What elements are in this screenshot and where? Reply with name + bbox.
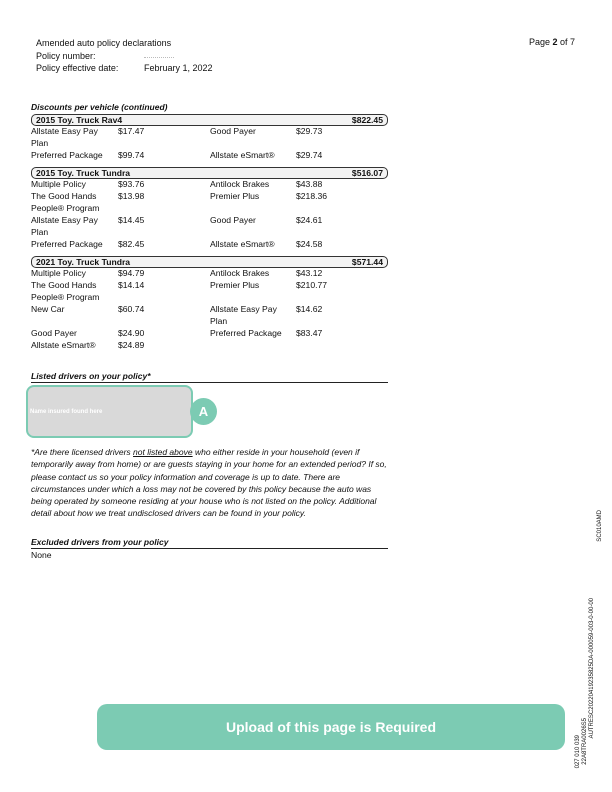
discount-amount: $43.12	[296, 268, 323, 278]
discount-amount: $13.98	[118, 191, 145, 201]
vehicle-total: $516.07	[351, 168, 383, 178]
vehicle-header	[31, 256, 388, 268]
policy-number-label: Policy number:	[36, 50, 96, 61]
doc-title: Amended auto policy declarations	[36, 38, 172, 48]
page-suffix: of 7	[557, 37, 576, 47]
vehicle-header	[31, 167, 388, 179]
note-underlined: not listed above	[133, 447, 193, 457]
discounts-title: Discounts per vehicle (continued)	[31, 102, 168, 112]
effective-date-value: February 1, 2022	[144, 63, 213, 73]
page-prefix: Page	[529, 37, 553, 47]
page-number	[529, 37, 575, 47]
discount-label: Good Payer	[31, 328, 77, 338]
discount-amount: $17.47	[118, 126, 145, 136]
vehicle-name: 2021 Toy. Truck Tundra	[36, 257, 131, 267]
discount-amount: $24.58	[296, 239, 323, 249]
discount-amount: $29.73	[296, 126, 323, 136]
vehicle-total: $571.44	[351, 257, 383, 267]
discount-amount: $14.14	[118, 280, 145, 290]
driver-badge: A	[190, 398, 217, 425]
discount-label: The Good Hands People® Program	[31, 280, 100, 302]
discount-amount: $24.90	[118, 328, 145, 338]
print-code-b: 22A8TRA0026S5	[582, 718, 588, 765]
discount-label: Preferred Package	[31, 239, 103, 249]
vehicle-header	[31, 114, 388, 126]
discount-amount: $29.74	[296, 150, 323, 160]
discount-label: Allstate Easy Pay Plan	[210, 304, 277, 326]
discount-label: Preferred Package	[210, 328, 282, 338]
discount-amount: $83.47	[296, 328, 323, 338]
policy-number-redacted	[144, 50, 174, 58]
vehicle-name: 2015 Toy. Truck Rav4	[36, 115, 123, 125]
discount-label: Good Payer	[210, 215, 256, 225]
discount-label: Allstate eSmart®	[31, 340, 96, 350]
discount-amount: $210.77	[296, 280, 328, 290]
discount-amount: $94.79	[118, 268, 145, 278]
driver-name-placeholder[interactable]	[26, 385, 193, 438]
discount-label: Multiple Policy	[31, 179, 86, 189]
discount-amount: $218.36	[296, 191, 328, 201]
discount-label: Allstate Easy Pay Plan	[31, 126, 98, 148]
discount-amount: $60.74	[118, 304, 145, 314]
discount-label: Good Payer	[210, 126, 256, 136]
discount-amount: $82.45	[118, 239, 145, 249]
discount-label: The Good Hands People® Program	[31, 191, 100, 213]
discount-label: Preferred Package	[31, 150, 103, 160]
driver-placeholder-text: Name insured found here	[30, 409, 103, 415]
discount-label: Premier Plus	[210, 280, 260, 290]
page-current: 2	[552, 37, 558, 47]
drivers-rule	[31, 382, 388, 383]
discount-amount: $14.45	[118, 215, 145, 225]
form-code: SC010AMD	[597, 510, 603, 542]
vehicle-name: 2015 Toy. Truck Tundra	[36, 168, 131, 178]
discount-label: Multiple Policy	[31, 268, 86, 278]
discount-amount: $43.88	[296, 179, 323, 189]
note-part1: *Are there licensed drivers	[31, 447, 134, 457]
header-block	[36, 37, 213, 75]
discount-label: Antilock Brakes	[210, 179, 270, 189]
discount-label: Allstate Easy Pay Plan	[31, 215, 98, 237]
discount-amount: $99.74	[118, 150, 145, 160]
undisclosed-drivers-note	[31, 446, 388, 520]
excluded-value: None	[31, 550, 52, 560]
discount-label: Allstate eSmart®	[210, 239, 275, 249]
discount-label: New Car	[31, 304, 65, 314]
discount-label: Premier Plus	[210, 191, 260, 201]
discount-amount: $93.76	[118, 179, 145, 189]
print-code-c: AUTRESC20220419235825DA-000059-003-0-00-00	[589, 598, 595, 739]
discount-amount: $24.89	[118, 340, 145, 350]
note-part2: who either reside in your household (even if temporarily away from home) or are guests staying in your home for an extended period? If so, please contact us so your policy information and coverage is up to date. There are circumstances under which a loss may not be covered by this policy because the auto was being operated by someone residing at your house who is not listed on the policy. Additional detail about how we treat undisclosed drivers can be found in your policy.	[31, 447, 387, 519]
vehicle-total: $822.45	[351, 115, 383, 125]
effective-date-label: Policy effective date:	[36, 63, 119, 73]
drivers-title: Listed drivers on your policy*	[31, 371, 151, 381]
discount-label: Antilock Brakes	[210, 268, 270, 278]
upload-required-button[interactable]: Upload of this page is Required	[97, 704, 565, 750]
discount-amount: $14.62	[296, 304, 323, 314]
print-code-a: 027 010 039	[575, 735, 581, 769]
excluded-rule	[31, 548, 388, 549]
discount-amount: $24.61	[296, 215, 323, 225]
discount-label: Allstate eSmart®	[210, 150, 275, 160]
excluded-title: Excluded drivers from your policy	[31, 537, 169, 547]
